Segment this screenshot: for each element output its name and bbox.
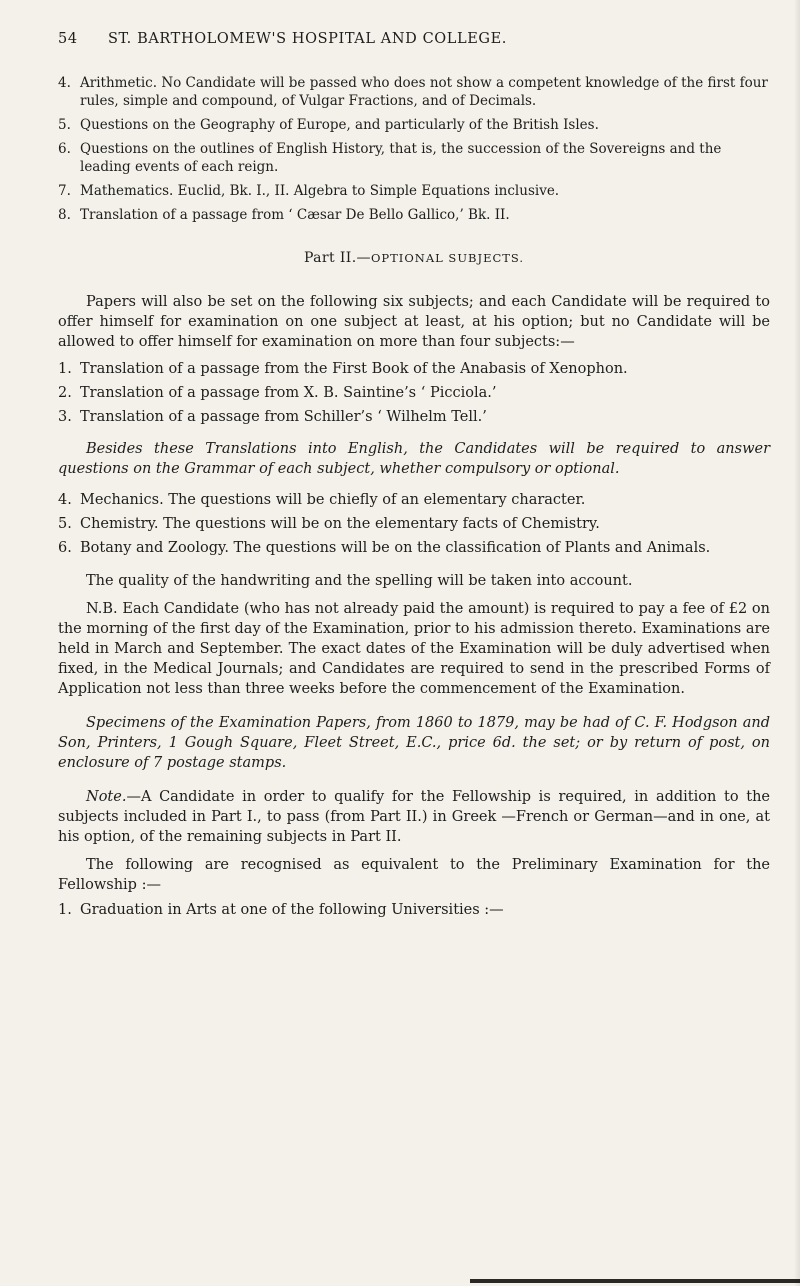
- item-text: Translation of a passage from the First Book of the Anabasis of Xenophon.: [80, 361, 628, 377]
- item-number: 4.: [58, 492, 72, 508]
- section-heading-part2: [58, 250, 770, 266]
- science-list: [58, 491, 770, 558]
- bottom-edge-rule: [470, 1279, 800, 1283]
- item-number: 1.: [58, 902, 72, 918]
- list-item: [58, 515, 770, 534]
- item-text: Translation of a passage from X. B. Saintine’s ‘ Picciola.’: [80, 385, 497, 401]
- item-number: 8.: [58, 207, 71, 223]
- item-number: 5.: [58, 516, 72, 532]
- list-item: [58, 206, 770, 224]
- following-paragraph: The following are recognised as equivalent to the Preliminary Examination for the Fellowship :—: [58, 857, 770, 893]
- note-paragraph: [58, 787, 770, 847]
- handwriting-paragraph: The quality of the handwriting and the spelling will be taken into account.: [86, 573, 633, 589]
- item-number: 6.: [58, 540, 72, 556]
- note-lead: Note.: [86, 789, 127, 805]
- page-edge-shadow: [794, 0, 800, 1286]
- list-item: [58, 116, 770, 134]
- list-item: [58, 182, 770, 200]
- item-text: Chemistry. The questions will be on the elementary facts of Chemistry.: [80, 516, 600, 532]
- item-text: Arithmetic. No Candidate will be passed who does not show a competent knowledge of the first four rules, simple and compound, of Vulgar Fractions, and of Decimals.: [80, 75, 768, 109]
- item-number: 6.: [58, 141, 71, 157]
- item-text: Botany and Zoology. The questions will be on the classification of Plants and Animals.: [80, 540, 711, 556]
- specimens-paragraph: Specimens of the Examination Papers, from 1860 to 1879, may be had of C. F. Hodgson and Son, Printers, 1 Gough Square, Fleet Street, E.C., price 6d. the set; or by return of post, on enclosure of 7 postage stamps.: [58, 715, 770, 771]
- running-title: ST. BARTHOLOMEW'S HOSPITAL AND COLLEGE.: [108, 31, 507, 47]
- part1-list: [58, 74, 770, 224]
- item-text: Translation of a passage from Schiller’s ‘ Wilhelm Tell.’: [80, 409, 487, 425]
- list-item: [58, 140, 770, 176]
- page-number: 54: [58, 31, 78, 47]
- item-text: Graduation in Arts at one of the following Universities :—: [80, 902, 504, 918]
- item-text: Translation of a passage from ‘ Cæsar De Bello Gallico,’ Bk. II.: [80, 207, 510, 223]
- list-item: [58, 360, 770, 379]
- item-text: Questions on the Geography of Europe, and particularly of the British Isles.: [80, 117, 599, 133]
- translation-list: [58, 360, 770, 427]
- item-number: 2.: [58, 385, 72, 401]
- item-number: 1.: [58, 361, 72, 377]
- item-number: 3.: [58, 409, 72, 425]
- section-heading-text: OPTIONAL SUBJECTS.: [370, 251, 525, 265]
- nb-paragraph: N.B. Each Candidate (who has not already paid the amount) is required to pay a fee of £2 on the morning of the first day of the Examination, prior to his admission thereto. Examinations are held in March and September. The exact dates of the Examination will be duly advertised when fixed, in the Medical Journals; and Candidates are required to send in the prescribed Forms of Application not less than three weeks before the commencement of the Examination.: [58, 601, 770, 697]
- item-number: 7.: [58, 183, 71, 199]
- list-item: [58, 491, 770, 510]
- note-text: —A Candidate in order to qualify for the Fellowship is required, in addition to the subjects included in Part I., to pass (from Part II.) in Greek —French or German—and in one, at his option, of the remaining subjects in Part II.: [58, 789, 770, 845]
- item-text: Mechanics. The questions will be chiefly of an elementary character.: [80, 492, 586, 508]
- item-text: Mathematics. Euclid, Bk. I., II. Algebra to Simple Equations inclusive.: [80, 183, 560, 199]
- graduation-list: [58, 901, 770, 920]
- item-text: Questions on the outlines of English History, that is, the succession of the Sovereigns and the leading events of each reign.: [80, 141, 722, 175]
- list-item: [58, 539, 770, 558]
- besides-paragraph: Besides these Translations into English, the Candidates will be required to answer questions on the Grammar of each subject, whether compulsory or optional.: [58, 441, 770, 477]
- item-number: 5.: [58, 117, 71, 133]
- section-heading-prefix: Part II.—: [303, 250, 371, 266]
- item-number: 4.: [58, 75, 71, 91]
- part2-intro-paragraph: Papers will also be set on the following six subjects; and each Candidate will be required to offer himself for examination on one subject at least, at his option; but no Candidate will be allowed to offer himself for examination on more than four subjects:—: [58, 294, 770, 350]
- list-item: [58, 384, 770, 403]
- list-item: [58, 901, 770, 920]
- list-item: [58, 74, 770, 110]
- list-item: [58, 408, 770, 427]
- running-header: [58, 30, 770, 54]
- page-content: [58, 30, 770, 925]
